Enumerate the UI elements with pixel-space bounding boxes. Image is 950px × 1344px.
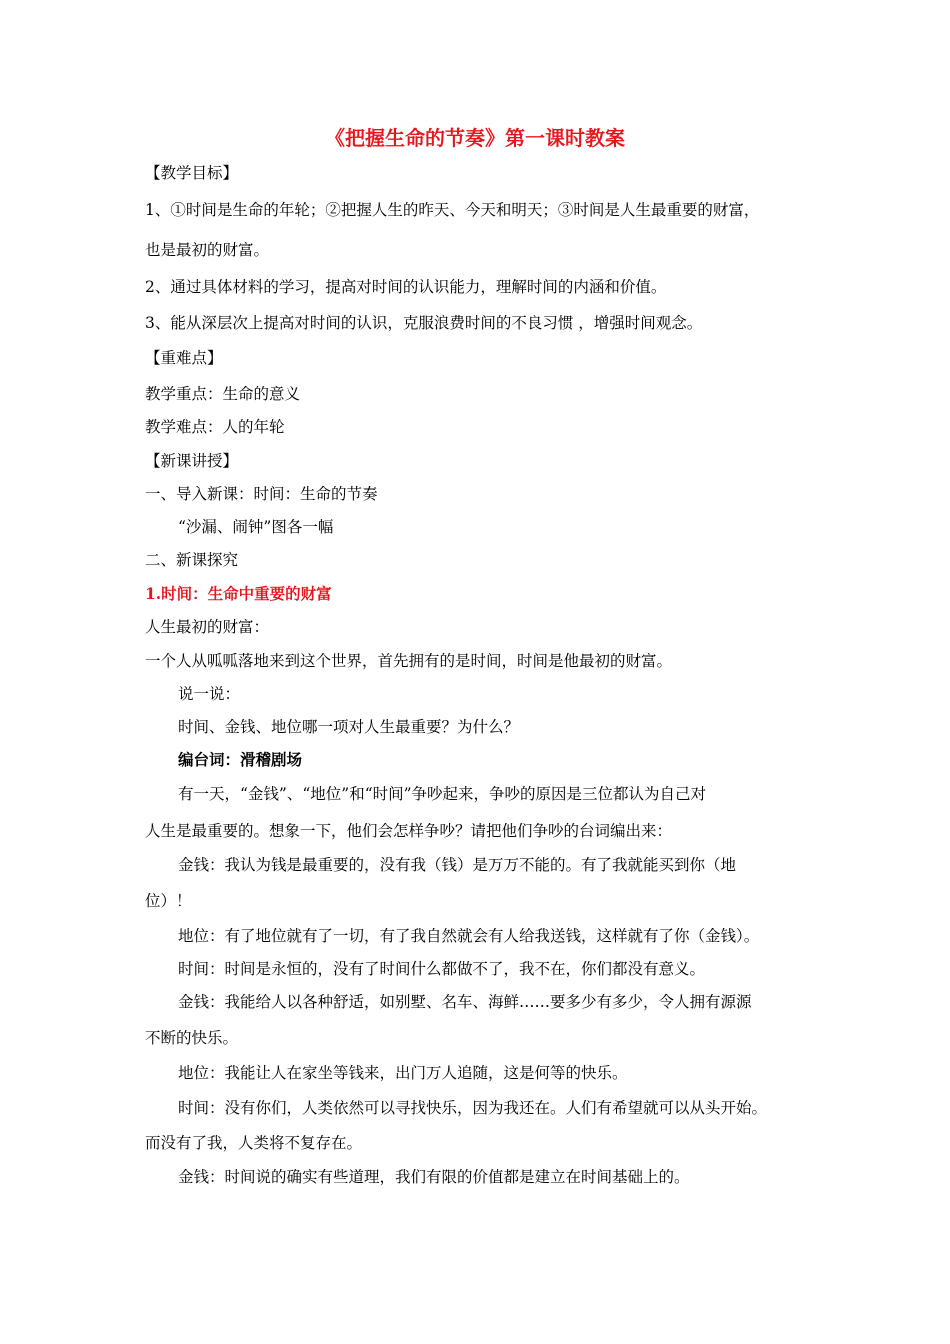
- intro-line: 一、导入新课：时间：生命的节奏: [145, 485, 378, 503]
- intro-pictures: “沙漏、闹钟”图各一幅: [178, 518, 334, 536]
- money-line-3: 金钱：时间说的确实有些道理，我们有限的价值都是建立在时间基础上的。: [178, 1168, 690, 1186]
- first-wealth-label: 人生最初的财富：: [145, 618, 270, 636]
- first-wealth-text: 一个人从呱呱落地来到这个世界，首先拥有的是时间，时间是他最初的财富。: [145, 652, 673, 670]
- time-line-1: 时间：时间是永恒的，没有了时间什么都做不了，我不在，你们都没有意义。: [178, 960, 706, 978]
- money-line-1a: 金钱：我认为钱是最重要的，没有我（钱）是万万不能的。有了我就能买到你（地: [178, 856, 737, 874]
- difficult-point: 教学难点：人的年轮: [145, 418, 285, 436]
- objective-1-line2: 也是最初的财富。: [145, 241, 270, 259]
- say-it-label: 说一说：: [178, 685, 241, 703]
- status-line-2: 地位：我能让人在家坐等钱来，出门万人追随，这是何等的快乐。: [178, 1064, 628, 1082]
- explore-line: 二、新课探究: [145, 551, 239, 569]
- script-intro-line1: 有一天，“金钱”、“地位”和“时间”争吵起来，争吵的原因是三位都认为自己对: [178, 785, 707, 803]
- key-point: 教学重点：生命的意义: [145, 385, 301, 403]
- key-points-heading: 【重难点】: [145, 349, 223, 367]
- time-line-2b: 而没有了我，人类将不复存在。: [145, 1134, 363, 1152]
- say-question: 时间、金钱、地位哪一项对人生最重要？为什么？: [178, 718, 520, 736]
- objective-2: 2、通过具体材料的学习，提高对时间的认识能力，理解时间的内涵和价值。: [145, 278, 667, 296]
- money-line-2a: 金钱：我能给人以各种舒适，如别墅、名车、海鲜……要多少有多少，令人拥有源源: [178, 993, 752, 1011]
- status-line-1: 地位：有了地位就有了一切，有了我自然就会有人给我送钱，这样就有了你（金钱）。: [178, 927, 760, 945]
- script-intro-line2: 人生是最重要的。想象一下，他们会怎样争吵？请把他们争吵的台词编出来：: [145, 822, 673, 840]
- money-line-1b: 位）！: [145, 892, 192, 910]
- objective-1-line1: 1、①时间是生命的年轮；②把握人生的昨天、今天和明天；③时间是人生最重要的财富，: [145, 201, 760, 219]
- objectives-heading: 【教学目标】: [145, 164, 239, 182]
- script-heading: 编台词：滑稽剧场: [178, 750, 303, 769]
- sub-heading-time-wealth: 1.时间：生命中重要的财富: [145, 584, 332, 603]
- money-line-2b: 不断的快乐。: [145, 1029, 239, 1047]
- time-line-2a: 时间：没有你们，人类依然可以寻找快乐，因为我还在。人们有希望就可以从头开始。: [178, 1099, 768, 1117]
- document-title: 《把握生命的节奏》第一课时教案: [325, 126, 625, 150]
- objective-3: 3、能从深层次上提高对时间的认识，克服浪费时间的不良习惯 ，增强时间观念。: [145, 314, 703, 332]
- new-lesson-heading: 【新课讲授】: [145, 452, 239, 470]
